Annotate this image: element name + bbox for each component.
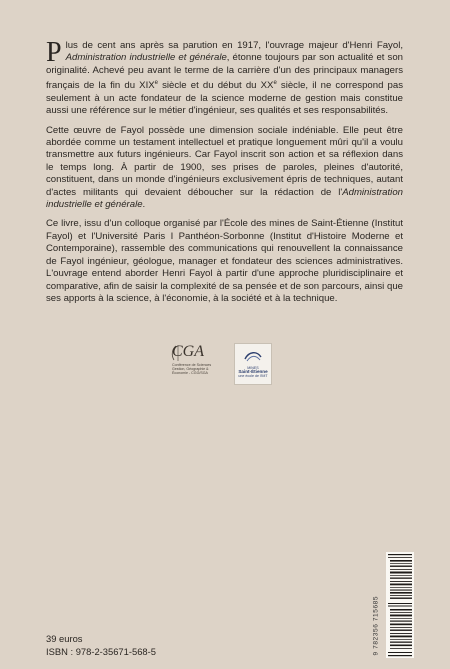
isbn: ISBN : 978-2-35671-568-5	[46, 646, 156, 657]
paragraph-2	[46, 125, 403, 212]
p1-tail-b: siècle et du début du XX	[157, 80, 274, 92]
paragraph-1	[46, 37, 404, 118]
cga-mark: CGA	[172, 343, 204, 360]
p2-end: .	[142, 199, 146, 211]
se-sub: MINES	[247, 366, 259, 370]
barcode-digits: 9 782356 715685	[372, 595, 380, 656]
cga-logo	[168, 343, 222, 383]
p1-tail-a: , étonne toujours par son actualité et son originalité. Achevé peu avant le terme de la carrière d'un des principaux managers français de la fin du XIX	[46, 52, 403, 92]
mines-emblem-icon	[243, 347, 263, 363]
barcode-number	[368, 552, 384, 658]
blurb-text	[46, 37, 404, 312]
book-title: Administration industrielle et générale	[65, 52, 227, 64]
drop-cap: P	[46, 37, 62, 68]
book-title-2: Administration industrielle et générale	[46, 186, 403, 211]
p1-tail-c: siècle, il ne correspond pas seulement à un acte fondateur de la science moderne de gestion mais constitue aussi une référence sur le métier d'ingénieur, ses qualités et ses responsabilités.	[46, 80, 404, 117]
se-name: Saint-Étienne	[238, 369, 268, 375]
price: 39 euros	[46, 633, 83, 644]
barcode	[386, 552, 414, 658]
cga-caption: Conférence de Sciences Gestion, Géographie & Économie - CGG/SGA	[172, 363, 212, 376]
p1-text: lus de cent ans après sa parution en 1917, l'ouvrage majeur d'Henri Fayol,	[65, 40, 403, 51]
sup-2: e	[273, 80, 277, 87]
se-tag: une école de l'IMT	[238, 374, 268, 379]
saint-etienne-logo	[234, 343, 272, 385]
se-text	[235, 366, 271, 379]
paragraph-3: Ce livre, issu d'un colloque organisé par l'École des mines de Saint-Étienne (Institut Fayol) et l'Université Paris I Panthéon-Sorbonne (Institut d'Histoire Moderne et Contemporaine), rassemble des communications qui renouvellent la connaissance de Fayol ingénieur, géologue, manager et fondateur des sciences administratives. L'ouvrage entend aborder Henri Fayol à partir d'une approche pluridisciplinaire et comparative, afin de saisir la complexité de sa pensée et de son parcours, ainsi que ses apports à la science, à l'économie, à la société et à la technique.	[46, 218, 403, 304]
sup-1: e	[154, 80, 158, 87]
p2-text: Cette œuvre de Fayol possède une dimension sociale indéniable. Elle peut être abordée comme un testament intellectuel et pratique longuement mûri qu'il a voulu transmettre aux futurs ingénieurs. Car Fayol inscrit son action et sa réflexion dans le temps long. À partir de 1900, ses prises de paroles, pleines d'autorité, constituent, dans un monde d'ingénieurs exclusivement épris de techniques, autant d'actes militants qui devaient déboucher sur la rédaction de l'	[46, 124, 403, 198]
publisher-logos	[168, 343, 288, 383]
